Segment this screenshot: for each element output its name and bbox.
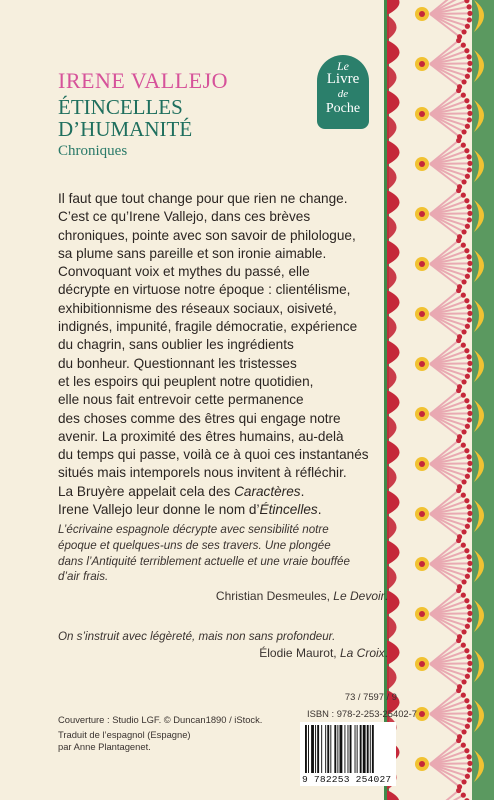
- border-dot: [467, 611, 472, 616]
- border-dot: [456, 38, 461, 43]
- blurb-italic-title: Caractères: [234, 483, 301, 499]
- barcode-bar: [334, 725, 336, 773]
- border-dot: [456, 138, 461, 143]
- border-dot: [467, 767, 472, 772]
- border-dot: [456, 438, 461, 443]
- blurb-text-span: .: [300, 483, 305, 499]
- blurb-line: sa plume sans pareille et son ironie aimable.: [58, 245, 327, 261]
- border-dot: [467, 654, 472, 659]
- blurb-line: elle nous fait entrevoir cette permanence: [58, 392, 304, 408]
- border-dot: [461, 393, 466, 398]
- border-dot: [461, 479, 466, 484]
- border-dot: [461, 229, 466, 234]
- border-dot: [467, 511, 472, 516]
- border-dot: [464, 248, 469, 253]
- barcode-bar: [330, 725, 331, 773]
- border-dot: [461, 193, 466, 198]
- border-dot: [465, 724, 470, 729]
- barcode-bar: [348, 725, 349, 773]
- border-bud-center: [419, 211, 425, 217]
- border-dot: [464, 748, 469, 753]
- border-dot: [461, 643, 466, 648]
- border-dot: [461, 293, 466, 298]
- blurb-line: du temps qui passe, voilà ce à quoi ces instantanés: [58, 447, 369, 463]
- book-title: [58, 96, 192, 140]
- border-bud-center: [419, 361, 425, 367]
- border-dot: [461, 129, 466, 134]
- border-dot: [467, 117, 472, 122]
- border-dot: [461, 579, 466, 584]
- barcode-bar: [363, 725, 366, 773]
- quote-author: Élodie Maurot,: [259, 645, 340, 660]
- barcode-bar: [372, 725, 374, 773]
- border-dot: [461, 793, 466, 798]
- border-dot: [461, 243, 466, 248]
- quote-attribution: [58, 646, 388, 662]
- border-dot: [467, 111, 472, 116]
- border-dot: [465, 74, 470, 79]
- border-dot: [467, 311, 472, 316]
- blurb-italic-title: Étincelles: [259, 502, 318, 518]
- book-subtitle: Chroniques: [58, 143, 128, 159]
- border-dot: [467, 11, 472, 16]
- border-dot: [456, 288, 461, 293]
- border-dot: [465, 174, 470, 179]
- border-dot: [456, 588, 461, 593]
- barcode-bar: [360, 725, 362, 773]
- border-dot: [461, 443, 466, 448]
- blurb-line: du bonheur. Questionnant les tristesses: [58, 355, 297, 371]
- blurb-line: et les espoirs qui peuplent notre quotidien,: [58, 373, 314, 389]
- border-dot: [467, 354, 472, 359]
- border-dot: [464, 498, 469, 503]
- barcode-bar: [370, 725, 371, 773]
- border-dot: [461, 493, 466, 498]
- border-dot: [467, 461, 472, 466]
- border-dot: [461, 143, 466, 148]
- border-dot: [467, 567, 472, 572]
- blurb-line: [58, 483, 388, 501]
- border-dot: [467, 261, 472, 266]
- border-bud-center: [419, 11, 425, 17]
- border-dot: [461, 329, 466, 334]
- blurb-line: situés mais intemporels nous invitent à réfléchir.: [58, 465, 347, 481]
- border-dot: [456, 538, 461, 543]
- logo-text-2: Livre: [326, 71, 360, 87]
- author-name: IRENE VALLEJO: [58, 68, 229, 93]
- border-dot: [461, 93, 466, 98]
- blurb-text-span: Irene Vallejo leur donne le nom d’: [58, 502, 260, 518]
- translation-credit-1: Traduit de l’espagnol (Espagne): [58, 728, 191, 740]
- border-dot: [456, 238, 461, 243]
- border-dot: [464, 348, 469, 353]
- border-dot: [465, 574, 470, 579]
- border-dot: [464, 48, 469, 53]
- border-dot: [467, 161, 472, 166]
- blurb-text-span: .: [317, 502, 322, 518]
- barcode-bar: [367, 725, 369, 773]
- blurb-line: exhibitionnisme des réseaux sociaux, oisiveté,: [58, 300, 337, 316]
- border-dot: [461, 179, 466, 184]
- blurb-line: indignés, impunité, fragile démocratie, expérience: [58, 319, 358, 335]
- border-dot: [467, 211, 472, 216]
- barcode-bar: [325, 725, 326, 773]
- logo-text-3: de: [337, 88, 349, 100]
- quote-line: d’air frais.: [58, 570, 109, 584]
- border-dot: [464, 548, 469, 553]
- border-dot: [456, 738, 461, 743]
- barcode-bar: [340, 725, 343, 773]
- border-dot: [465, 224, 470, 229]
- border-dot: [465, 124, 470, 129]
- barcode-number: 9 782253 254027: [302, 774, 392, 785]
- border-bud-center: [419, 111, 425, 117]
- border-dot: [465, 374, 470, 379]
- border-dot: [467, 317, 472, 322]
- cover-credit: Couverture : Studio LGF. © Duncan1890 / iStock.: [58, 714, 263, 725]
- blurb-text: [58, 190, 388, 519]
- border-dot: [467, 267, 472, 272]
- blurb-line: avenir. La proximité des êtres humains, au-delà: [58, 428, 344, 444]
- border-dot: [456, 88, 461, 93]
- border-dot: [467, 517, 472, 522]
- reference-number: 73 / 7597 / 9: [344, 691, 397, 702]
- border-bud-center: [419, 61, 425, 67]
- logo-text-4: Poche: [325, 101, 361, 116]
- barcode-bar: [337, 725, 338, 773]
- border-dot: [467, 217, 472, 222]
- quote-end: .: [384, 645, 388, 660]
- border-dot: [467, 17, 472, 22]
- border-dot: [467, 604, 472, 609]
- border-dot: [467, 754, 472, 759]
- barcode-bar: [317, 725, 319, 773]
- border-dot: [461, 343, 466, 348]
- border-dot: [467, 704, 472, 709]
- blurb-line: C’est ce qu’Irene Vallejo, dans ces brèves: [58, 209, 311, 225]
- border-dot: [467, 761, 472, 766]
- border-dot: [461, 779, 466, 784]
- blurb-line: Il faut que tout change pour que rien ne change.: [58, 191, 348, 206]
- blurb-line: Convoquant voix et mythes du passé, elle: [58, 264, 310, 280]
- border-dot: [467, 617, 472, 622]
- border-dot: [456, 788, 461, 793]
- border-dot: [467, 304, 472, 309]
- border-bud-center: [419, 261, 425, 267]
- border-dot: [456, 188, 461, 193]
- border-dot: [461, 743, 466, 748]
- border-dot: [461, 593, 466, 598]
- border-bud-center: [419, 761, 425, 767]
- border-dot: [467, 504, 472, 509]
- border-dot: [464, 448, 469, 453]
- quote-line: L’écrivaine espagnole décrypte avec sensibilité notre: [58, 523, 329, 536]
- border-bud-center: [419, 161, 425, 167]
- border-dot: [456, 638, 461, 643]
- floral-border-decoration: [382, 0, 494, 800]
- border-dot: [467, 404, 472, 409]
- border-dot: [467, 167, 472, 172]
- border-dot: [461, 429, 466, 434]
- quote-author: Christian Desmeules,: [215, 589, 334, 604]
- border-dot: [464, 598, 469, 603]
- barcode-bar: [315, 725, 316, 773]
- title-line-1: ÉTINCELLES: [58, 95, 183, 119]
- border-dot: [467, 711, 472, 716]
- barcode-bar: [321, 725, 322, 773]
- quote-line: dans l’Antiquité terriblement actuelle et une vraie bouffée: [58, 554, 350, 568]
- border-dot: [467, 204, 472, 209]
- border-bud-center: [419, 611, 425, 617]
- border-dot: [467, 61, 472, 66]
- translation-credit-2: par Anne Plantagenet.: [58, 741, 151, 752]
- credits: [58, 714, 262, 754]
- border-dot: [461, 529, 466, 534]
- blurb-line: chroniques, pointe avec son savoir de philologue,: [58, 227, 356, 243]
- border-dot: [461, 729, 466, 734]
- border-dot: [464, 648, 469, 653]
- barcode: [300, 722, 396, 786]
- border-dot: [467, 554, 472, 559]
- publisher-logo: [317, 55, 369, 129]
- border-dot: [465, 674, 470, 679]
- border-dot: [467, 467, 472, 472]
- border-dot: [464, 698, 469, 703]
- border-dot: [461, 379, 466, 384]
- border-bud-center: [419, 661, 425, 667]
- border-dot: [465, 624, 470, 629]
- blurb-line: décrypte en virtuose notre époque : clientélisme,: [58, 282, 351, 298]
- border-bud-center: [419, 461, 425, 467]
- border-dot: [465, 774, 470, 779]
- barcode-bar: [305, 725, 307, 773]
- border-dot: [467, 154, 472, 159]
- border-dot: [465, 474, 470, 479]
- barcode-bar: [344, 725, 345, 773]
- border-dot: [467, 367, 472, 372]
- border-dot: [464, 198, 469, 203]
- quote-source: La Croix: [339, 645, 385, 660]
- border-bud-center: [419, 311, 425, 317]
- border-dot: [461, 679, 466, 684]
- border-bud-center: [419, 561, 425, 567]
- barcode-bar: [311, 725, 314, 773]
- border-dot: [456, 388, 461, 393]
- quote-end: .: [384, 589, 388, 604]
- border-dot: [464, 398, 469, 403]
- quote-line: époque et quelques-uns de ses travers. Une plongée: [58, 538, 331, 552]
- border-dot: [467, 417, 472, 422]
- border-dot: [461, 693, 466, 698]
- border-bud-center: [419, 411, 425, 417]
- border-dot: [467, 661, 472, 666]
- press-quote-2: [58, 629, 388, 662]
- border-dot: [467, 254, 472, 259]
- border-dot: [464, 148, 469, 153]
- border-dot: [467, 4, 472, 9]
- border-dot: [467, 67, 472, 72]
- border-dot: [465, 274, 470, 279]
- logo-text-1: Le: [337, 59, 349, 73]
- border-dot: [467, 667, 472, 672]
- border-dot: [461, 43, 466, 48]
- border-dot: [461, 279, 466, 284]
- border-bud-center: [419, 711, 425, 717]
- border-dot: [467, 454, 472, 459]
- border-dot: [467, 54, 472, 59]
- border-dot: [465, 24, 470, 29]
- border-dot: [467, 361, 472, 366]
- border-dot: [467, 561, 472, 566]
- border-dot: [467, 717, 472, 722]
- barcode-bar: [355, 725, 356, 773]
- barcode-bar: [308, 725, 309, 773]
- book-codes: [307, 688, 417, 722]
- border-dot: [461, 629, 466, 634]
- border-dot: [465, 424, 470, 429]
- blurb-line: des choses comme des êtres qui engage notre: [58, 410, 341, 426]
- barcode-bar: [327, 725, 329, 773]
- blurb-text-span: La Bruyère appelait cela des: [58, 483, 235, 499]
- border-dot: [467, 104, 472, 109]
- border-dot: [465, 524, 470, 529]
- border-bud-center: [419, 511, 425, 517]
- blurb-line: du chagrin, sans oublier les ingrédients: [58, 337, 294, 353]
- isbn: ISBN : 978-2-253-25402-7: [307, 708, 417, 719]
- quote-attribution: [58, 589, 388, 605]
- quote-source: Le Devoir: [333, 589, 385, 604]
- title-line-2: D’HUMANITÉ: [58, 117, 193, 141]
- border-dot: [456, 688, 461, 693]
- barcode-bar: [357, 725, 358, 773]
- quote-line: On s’instruit avec légèreté, mais non sans profondeur.: [58, 630, 336, 643]
- barcode-bar: [350, 725, 352, 773]
- barcode-bars: [303, 725, 393, 773]
- border-dot: [464, 298, 469, 303]
- border-dot: [461, 79, 466, 84]
- border-dot: [456, 488, 461, 493]
- border-dot: [465, 324, 470, 329]
- border-dot: [456, 338, 461, 343]
- border-dot: [461, 29, 466, 34]
- blurb-line: [58, 501, 388, 519]
- border-dot: [461, 543, 466, 548]
- border-dot: [464, 98, 469, 103]
- press-quote-1: [58, 522, 388, 605]
- border-dot: [467, 411, 472, 416]
